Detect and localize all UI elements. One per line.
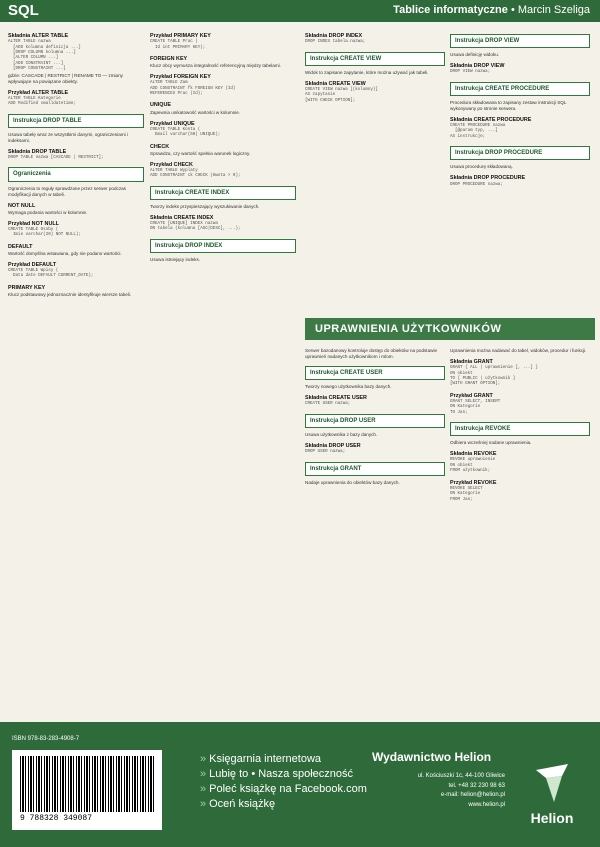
drop-index-box: Instrukcja DROP INDEX bbox=[150, 239, 296, 253]
barcode bbox=[12, 750, 162, 830]
drop-procedure-heading: Składnia DROP PROCEDURE bbox=[450, 175, 526, 182]
grant-desc: Nadaje uprawnienia do obiektów bazy danych. bbox=[305, 479, 400, 485]
drop-table-code: DROP TABLE nazwa [CASCADE | RESTRICT]; bbox=[8, 156, 104, 160]
address-line: ul. Kościuszki 1c, 44-100 Gliwice bbox=[417, 773, 505, 779]
create-procedure-code: CREATE PROCEDURE nazwa [@param typ, ...] AS instrukcje; bbox=[450, 124, 506, 139]
publisher-address bbox=[385, 772, 505, 810]
fk-example-code: ALTER TABLE Zam ADD CONSTRAINT fk FOREIGN KEY (Id) REFERENCES Prac (Id); bbox=[150, 81, 236, 96]
check-example-code: ALTER TABLE Wyplaty ADD CONSTRAINT ck CHECK (Kwota > 0); bbox=[150, 168, 241, 179]
create-user-box: Instrukcja CREATE USER bbox=[305, 366, 445, 380]
create-index-box: Instrukcja CREATE INDEX bbox=[150, 186, 296, 200]
revoke-heading: Składnia REVOKE bbox=[450, 451, 497, 458]
link-arrow-icon: » bbox=[200, 753, 207, 765]
column-2 bbox=[150, 28, 296, 265]
page-title: SQL bbox=[8, 2, 39, 19]
alter-example-code: ALTER TABLE Kategorie ADD Modified smalldatetime; bbox=[8, 96, 76, 107]
link-arrow-icon: » bbox=[200, 768, 207, 780]
foreign-key-heading: FOREIGN KEY bbox=[150, 55, 188, 62]
create-user-heading: Składnia CREATE USER bbox=[305, 395, 367, 402]
default-example-heading: Przykład DEFAULT bbox=[8, 261, 57, 268]
not-null-desc: Wymaga podania wartości w kolumnie. bbox=[8, 209, 88, 215]
revoke-example-code: REVOKE SELECT ON Kategorie FROM Jan; bbox=[450, 486, 483, 502]
permissions-band: UPRAWNIENIA UŻYTKOWNIKÓW bbox=[305, 318, 595, 340]
drop-view-code: DROP VIEW nazwa; bbox=[450, 70, 491, 75]
column-3 bbox=[305, 28, 445, 104]
drop-table-desc: Usuwa tabelę wraz ze wszystkimi danymi, ograniczeniami i indeksami. bbox=[8, 131, 128, 143]
create-view-code: CREATE VIEW nazwa [(kolumny)] AS zapytanie [WITH CHECK OPTION]; bbox=[305, 87, 378, 103]
pk-example-heading: Przykład PRIMARY KEY bbox=[150, 33, 211, 39]
create-view-heading: Składnia CREATE VIEW bbox=[305, 80, 366, 87]
column-4-lower bbox=[450, 348, 590, 503]
check-example-heading: Przykład CHECK bbox=[150, 161, 193, 168]
footer-links bbox=[200, 752, 367, 812]
primary-key-heading: PRIMARY KEY bbox=[8, 284, 46, 291]
create-procedure-box: Instrukcja CREATE PROCEDURE bbox=[450, 82, 590, 96]
drop-user-code: DROP USER nazwa; bbox=[305, 450, 346, 455]
create-index-heading: Składnia CREATE INDEX bbox=[150, 214, 214, 221]
grant-heading: Składnia GRANT bbox=[450, 359, 493, 366]
drop-view-box: Instrukcja DROP VIEW bbox=[450, 34, 590, 48]
check-desc: Sprawdza, czy wartość spełnia warunek logiczny. bbox=[150, 150, 251, 156]
create-view-box: Instrukcja CREATE VIEW bbox=[305, 52, 445, 66]
series-name: Tablice informatyczne bbox=[393, 4, 508, 16]
publisher-name: Wydawnictwo Helion bbox=[372, 750, 492, 764]
check-heading: CHECK bbox=[150, 143, 170, 150]
series-info: Tablice informatyczne • Marcin Szeliga bbox=[393, 4, 590, 16]
restrictions-desc: Ograniczenia to reguły sprawdzane przez serwer podczas modyfikacji danych w tabeli. bbox=[8, 185, 126, 197]
footer-link-facebook[interactable]: » Poleć książkę na Facebook.com bbox=[200, 783, 367, 795]
footer bbox=[0, 722, 600, 847]
footer-link-rate[interactable]: » Oceń książkę bbox=[200, 798, 276, 810]
create-index-code: CREATE [UNIQUE] INDEX nazwa ON tabela (kolumna [ASC|DESC], ...); bbox=[150, 221, 241, 232]
not-null-heading: NOT NULL bbox=[8, 202, 36, 209]
phone-line: tel. +48 32 230 98 63 bbox=[448, 782, 505, 789]
drop-view-heading: Składnia DROP VIEW bbox=[450, 63, 505, 70]
grant-example-code: GRANT SELECT, INSERT ON Kategorie TO Jan; bbox=[450, 399, 501, 415]
not-null-example-heading: Przykład NOT NULL bbox=[8, 220, 59, 227]
default-heading: DEFAULT bbox=[8, 243, 33, 250]
drop-table-heading: Składnia DROP TABLE bbox=[8, 148, 67, 155]
author-name: Marcin Szeliga bbox=[517, 4, 590, 16]
unique-example-heading: Przykład UNIQUE bbox=[150, 120, 195, 127]
alter-example-heading: Przykład ALTER TABLE bbox=[8, 89, 69, 96]
barcode-number: 9 788328 349087 bbox=[20, 814, 93, 823]
alter-table-heading: Składnia ALTER TABLE bbox=[8, 33, 69, 39]
revoke-desc: Odbiera wcześniej nadane uprawnienia. bbox=[450, 440, 532, 446]
logo-text: Helion bbox=[530, 810, 574, 826]
drop-procedure-box: Instrukcja DROP PROCEDURE bbox=[450, 146, 590, 160]
revoke-code: REVOKE uprawnienie ON obiekt FROM użytkownik; bbox=[450, 458, 496, 474]
link-arrow-icon: » bbox=[200, 783, 207, 795]
grant-box: Instrukcja GRANT bbox=[305, 462, 445, 476]
content-page bbox=[0, 22, 600, 722]
not-null-code: CREATE TABLE Osoby ( Imie varchar(20) NOT NULL); bbox=[8, 227, 81, 238]
email-line[interactable]: e-mail: helion@helion.pl bbox=[440, 792, 505, 798]
create-index-desc: Tworzy indeks przyspieszający wyszukiwanie danych. bbox=[150, 203, 260, 209]
isbn-label: ISBN 978-83-283-4908-7 bbox=[12, 736, 80, 742]
revoke-box: Instrukcja REVOKE bbox=[450, 422, 590, 436]
permissions-desc: Serwer bazodanowy kontroluje dostęp do obiektów na podstawie uprawnień nadanych użytkownikom i rolom. bbox=[305, 348, 438, 360]
grant-example-heading: Przykład GRANT bbox=[450, 392, 493, 399]
unique-desc: Zapewnia unikatowość wartości w kolumnie. bbox=[150, 109, 241, 115]
drop-table-box: Instrukcja DROP TABLE bbox=[8, 114, 144, 128]
helion-logo bbox=[520, 762, 584, 832]
create-user-code: CREATE USER nazwa; bbox=[305, 402, 351, 407]
drop-index-heading: Składnia DROP INDEX bbox=[305, 33, 363, 39]
drop-procedure-code: DROP PROCEDURE nazwa; bbox=[450, 182, 503, 187]
drop-user-heading: Składnia DROP USER bbox=[305, 443, 361, 450]
website-line[interactable]: www.helion.pl bbox=[468, 801, 505, 808]
link-arrow-icon: » bbox=[200, 798, 207, 810]
footer-link-shop[interactable]: » Księgarnia internetowa bbox=[200, 753, 322, 765]
column-1 bbox=[8, 28, 144, 300]
grant-code: GRANT { ALL | uprawnienie [, ...] } ON obiekt TO { PUBLIC | użytkownik } [WITH GRANT OPTION]; bbox=[450, 366, 538, 387]
alter-table-desc: gdzie: CASCADE | RESTRICT | RENAME TO — zmiany wpływające na powiązane obiekty. bbox=[8, 72, 123, 84]
drop-procedure-desc: Usuwa procedurę składowaną. bbox=[450, 164, 513, 170]
pk-example-code: CREATE TABLE Prac ( Id int PRIMARY KEY); bbox=[150, 40, 206, 50]
foreign-key-desc: Klucz obcy wymusza integralność referencyjną między tabelami. bbox=[150, 63, 281, 68]
default-code: CREATE TABLE Wpisy ( Data date DEFAULT CURRENT_DATE); bbox=[8, 269, 94, 279]
create-view-desc: Widok to zapisane zapytanie, które można używać jak tabeli. bbox=[305, 69, 429, 75]
revoke-example-heading: Przykład REVOKE bbox=[450, 479, 497, 486]
footer-link-like[interactable]: » Lubię to • Nasza społeczność bbox=[200, 768, 354, 780]
column-3-lower bbox=[305, 348, 445, 488]
create-procedure-desc: Procedura składowana to zapisany zestaw instrukcji SQL wykonywany po stronie serwera. bbox=[450, 99, 567, 111]
unique-example-code: CREATE TABLE Konta ( Email varchar(50) UNIQUE); bbox=[150, 127, 221, 138]
drop-index-desc: Usuwa istniejący indeks. bbox=[150, 256, 201, 262]
primary-key-desc: Klucz podstawowy jednoznacznie identyfikuje wiersze tabeli. bbox=[8, 291, 132, 297]
restrictions-box: Ograniczenia bbox=[8, 167, 144, 181]
unique-heading: UNIQUE bbox=[150, 102, 171, 109]
drop-user-box: Instrukcja DROP USER bbox=[305, 414, 445, 428]
alter-table-code: ALTER TABLE nazwa [ADD kolumna definicja ...] [DROP COLUMN kolumna ...] [ALTER COLUMN ...] [ADD CONSTRAINT ...] [DROP CONSTRAINT ...] bbox=[8, 40, 81, 72]
barcode-bars bbox=[20, 756, 154, 812]
fk-example-heading: Przykład FOREIGN KEY bbox=[150, 74, 211, 81]
header-bar bbox=[0, 0, 600, 22]
column-4 bbox=[450, 28, 590, 188]
default-desc: Wartość domyślna wstawiana, gdy nie podano wartości. bbox=[8, 250, 122, 256]
grant-detail-desc: Uprawnienia można nadawać do tabel, widoków, procedur i funkcji. bbox=[450, 348, 587, 353]
create-user-desc: Tworzy nowego użytkownika bazy danych. bbox=[305, 384, 392, 390]
drop-index-code: DROP INDEX tabela.nazwa; bbox=[305, 40, 366, 45]
drop-view-desc: Usuwa definicję widoku. bbox=[450, 52, 500, 58]
drop-user-desc: Usuwa użytkownika z bazy danych. bbox=[305, 431, 378, 437]
helion-logo-icon bbox=[532, 762, 572, 806]
create-procedure-heading: Składnia CREATE PROCEDURE bbox=[450, 116, 532, 123]
